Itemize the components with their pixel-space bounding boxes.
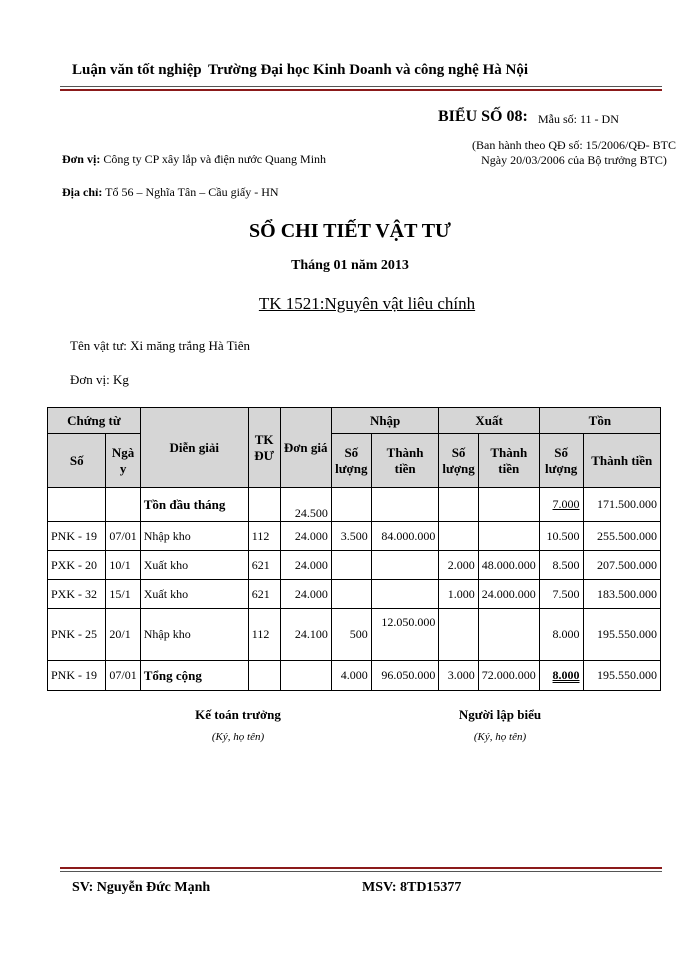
cell-bal-qty: 8.000	[539, 661, 583, 691]
cell-out-qty: 2.000	[439, 551, 478, 580]
cell-in-qty	[331, 488, 371, 522]
cell-desc: Tồn đầu tháng	[140, 488, 248, 522]
table-row	[48, 488, 661, 522]
cell-bal-amount: 195.550.000	[583, 609, 660, 661]
cell-no: PXK - 32	[48, 580, 106, 609]
footer-student: SV: Nguyễn Đức Mạnh	[72, 880, 211, 895]
col-bal-amount: Thành tiền	[583, 434, 660, 488]
table-row	[48, 609, 661, 661]
cell-in-amount	[371, 551, 439, 580]
cell-in-qty	[331, 580, 371, 609]
cell-bal-amount: 255.500.000	[583, 522, 660, 551]
cell-date: 15/1	[106, 580, 140, 609]
cell-out-amount: 24.000.000	[478, 580, 539, 609]
address-value: Tổ 56 – Nghĩa Tân – Cầu giấy - HN	[105, 185, 279, 199]
cell-in-amount	[371, 580, 439, 609]
unit-value: Công ty CP xây lắp và điện nước Quang Minh	[103, 152, 327, 166]
col-account: TK ĐƯ	[248, 408, 280, 488]
table-row	[48, 522, 661, 551]
cell-desc: Xuất kho	[140, 551, 248, 580]
cell-in-amount: 84.000.000	[371, 522, 439, 551]
cell-out-qty	[439, 609, 478, 661]
material-name: Tên vật tư: Xi măng trắng Hà Tiên	[70, 338, 250, 353]
col-inbound: Nhập	[331, 408, 439, 434]
cell-account	[248, 488, 280, 522]
cell-date: 07/01	[106, 661, 140, 691]
cell-bal-amount: 207.500.000	[583, 551, 660, 580]
account-title: TK 1521:Nguyên vật liêu chính	[258, 294, 476, 313]
cell-in-qty: 500	[331, 609, 371, 661]
cell-account: 112	[248, 522, 280, 551]
cell-bal-amount: 195.550.000	[583, 661, 660, 691]
cell-desc: Tổng cộng	[140, 661, 248, 691]
cell-no	[48, 488, 106, 522]
col-out-amount: Thành tiền	[478, 434, 539, 488]
cell-out-amount	[478, 522, 539, 551]
cell-date: 20/1	[106, 609, 140, 661]
footer-student-id: MSV: 8TD15377	[362, 880, 462, 895]
cell-account: 621	[248, 580, 280, 609]
company-address	[62, 185, 279, 200]
cell-bal-amount: 171.500.000	[583, 488, 660, 522]
cell-no: PNK - 19	[48, 522, 106, 551]
cell-price: 24.100	[280, 609, 331, 661]
preparer-note: (Ký, họ tên)	[473, 731, 527, 743]
cell-out-qty: 1.000	[439, 580, 478, 609]
company-unit	[62, 152, 326, 167]
cell-out-qty	[439, 488, 478, 522]
cell-out-amount	[478, 488, 539, 522]
col-in-amount: Thành tiền	[371, 434, 439, 488]
header-rule	[60, 86, 662, 87]
page-title: SỔ CHI TIẾT VẬT TƯ	[249, 220, 451, 242]
cell-out-qty: 3.000	[439, 661, 478, 691]
cell-out-amount: 72.000.000	[478, 661, 539, 691]
cell-out-qty	[439, 522, 478, 551]
material-unit: Đơn vị: Kg	[70, 372, 129, 387]
cell-price: 24.500	[280, 488, 331, 522]
cell-in-amount	[371, 488, 439, 522]
header-rule-accent	[60, 89, 662, 91]
cell-bal-qty: 8.000	[539, 609, 583, 661]
table-row	[48, 580, 661, 609]
col-voucher: Chứng từ	[48, 408, 141, 434]
header-thesis-label: Luận văn tốt nghiệp	[72, 62, 202, 78]
unit-label: Đơn vị:	[62, 152, 101, 166]
ledger-table	[47, 407, 661, 691]
cell-bal-amount: 183.500.000	[583, 580, 660, 609]
address-label: Địa chỉ:	[62, 185, 103, 199]
col-balance: Tồn	[539, 408, 660, 434]
table-row	[48, 551, 661, 580]
cell-bal-qty: 7.000	[539, 488, 583, 522]
cell-bal-qty: 7.500	[539, 580, 583, 609]
cell-desc: Nhập kho	[140, 609, 248, 661]
chief-accountant-note: (Ký, họ tên)	[211, 731, 265, 743]
cell-in-amount: 12.050.000	[371, 609, 439, 661]
header-university: Trường Đại học Kinh Doanh và công nghệ Hà Nội	[208, 62, 528, 78]
cell-date	[106, 488, 140, 522]
cell-no: PXK - 20	[48, 551, 106, 580]
chief-accountant-title: Kế toán trưởng	[195, 707, 281, 722]
cell-out-amount: 48.000.000	[478, 551, 539, 580]
cell-in-qty	[331, 551, 371, 580]
form-code: Mẫu số: 11 - DN	[538, 112, 619, 126]
col-voucher-date: Ngà y	[106, 434, 140, 488]
footer-rule	[60, 871, 662, 872]
cell-bal-qty: 8.500	[539, 551, 583, 580]
cell-price: 24.000	[280, 522, 331, 551]
cell-price: 24.000	[280, 551, 331, 580]
cell-desc: Xuất kho	[140, 580, 248, 609]
footer-rule-accent	[60, 867, 662, 869]
col-out-qty: Số lượng	[439, 434, 478, 488]
col-in-qty: Số lượng	[331, 434, 371, 488]
cell-account: 621	[248, 551, 280, 580]
cell-no: PNK - 19	[48, 661, 106, 691]
form-number: BIỂU SỐ 08:	[438, 108, 528, 125]
table-row-total	[48, 661, 661, 691]
col-bal-qty: Số lượng	[539, 434, 583, 488]
col-voucher-no: Số	[48, 434, 106, 488]
cell-date: 07/01	[106, 522, 140, 551]
col-outbound: Xuất	[439, 408, 539, 434]
cell-desc: Nhập kho	[140, 522, 248, 551]
cell-in-qty: 4.000	[331, 661, 371, 691]
period: Tháng 01 năm 2013	[291, 258, 409, 273]
cell-in-amount: 96.050.000	[371, 661, 439, 691]
cell-bal-qty: 10.500	[539, 522, 583, 551]
col-unit-price: Đơn giá	[280, 408, 331, 488]
cell-date: 10/1	[106, 551, 140, 580]
cell-no: PNK - 25	[48, 609, 106, 661]
cell-account: 112	[248, 609, 280, 661]
cell-account	[248, 661, 280, 691]
preparer-title: Người lập biểu	[458, 707, 542, 722]
decree-note: (Ban hành theo QĐ số: 15/2006/QĐ- BTC Ngày 20/03/2006 của Bộ trưởng BTC)	[472, 138, 676, 167]
cell-out-amount	[478, 609, 539, 661]
cell-price	[280, 661, 331, 691]
col-description: Diễn giải	[140, 408, 248, 488]
cell-in-qty: 3.500	[331, 522, 371, 551]
cell-price: 24.000	[280, 580, 331, 609]
